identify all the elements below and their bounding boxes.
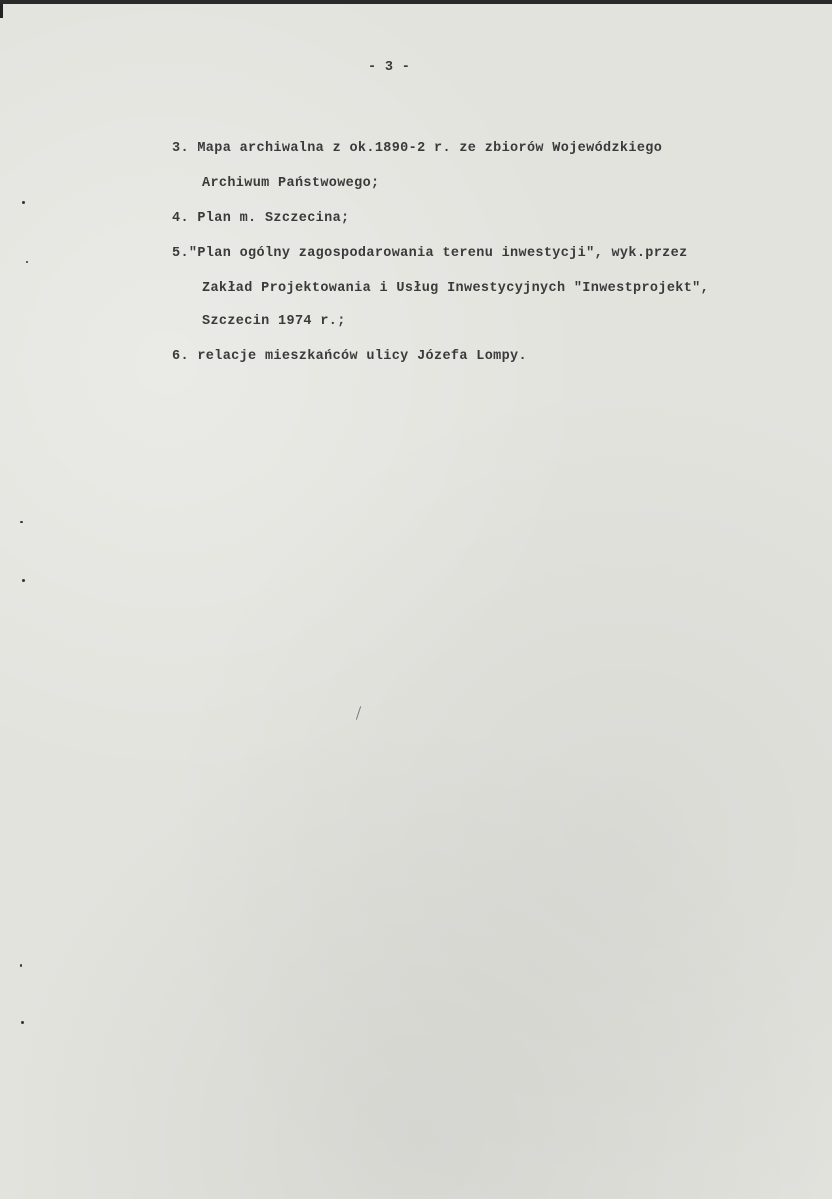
- scan-speck: [21, 1021, 24, 1024]
- scan-speck: [20, 521, 23, 523]
- scan-speck: [26, 261, 28, 263]
- page-number: - 3 -: [368, 60, 411, 75]
- list-item-5-line-1: 5."Plan ogólny zagospodarowania terenu inwestycji", wyk.przez: [172, 246, 688, 261]
- list-item-5-line-2: Zakład Projektowania i Usług Inwestycyjnych "Inwestprojekt",: [202, 281, 710, 296]
- list-item-5-line-3: Szczecin 1974 r.;: [202, 314, 346, 329]
- list-item-6: 6. relacje mieszkańców ulicy Józefa Lompy.: [172, 349, 527, 364]
- scan-speck: [22, 201, 25, 204]
- scan-speck: [22, 579, 25, 582]
- scan-edge-mark: [0, 4, 3, 18]
- scan-speck: [20, 964, 22, 967]
- list-item-3-line-2: Archiwum Państwowego;: [202, 176, 380, 191]
- list-item-4: 4. Plan m. Szczecina;: [172, 211, 350, 226]
- scan-stroke: [356, 706, 361, 720]
- list-item-3-line-1: 3. Mapa archiwalna z ok.1890-2 r. ze zbiorów Wojewódzkiego: [172, 141, 663, 156]
